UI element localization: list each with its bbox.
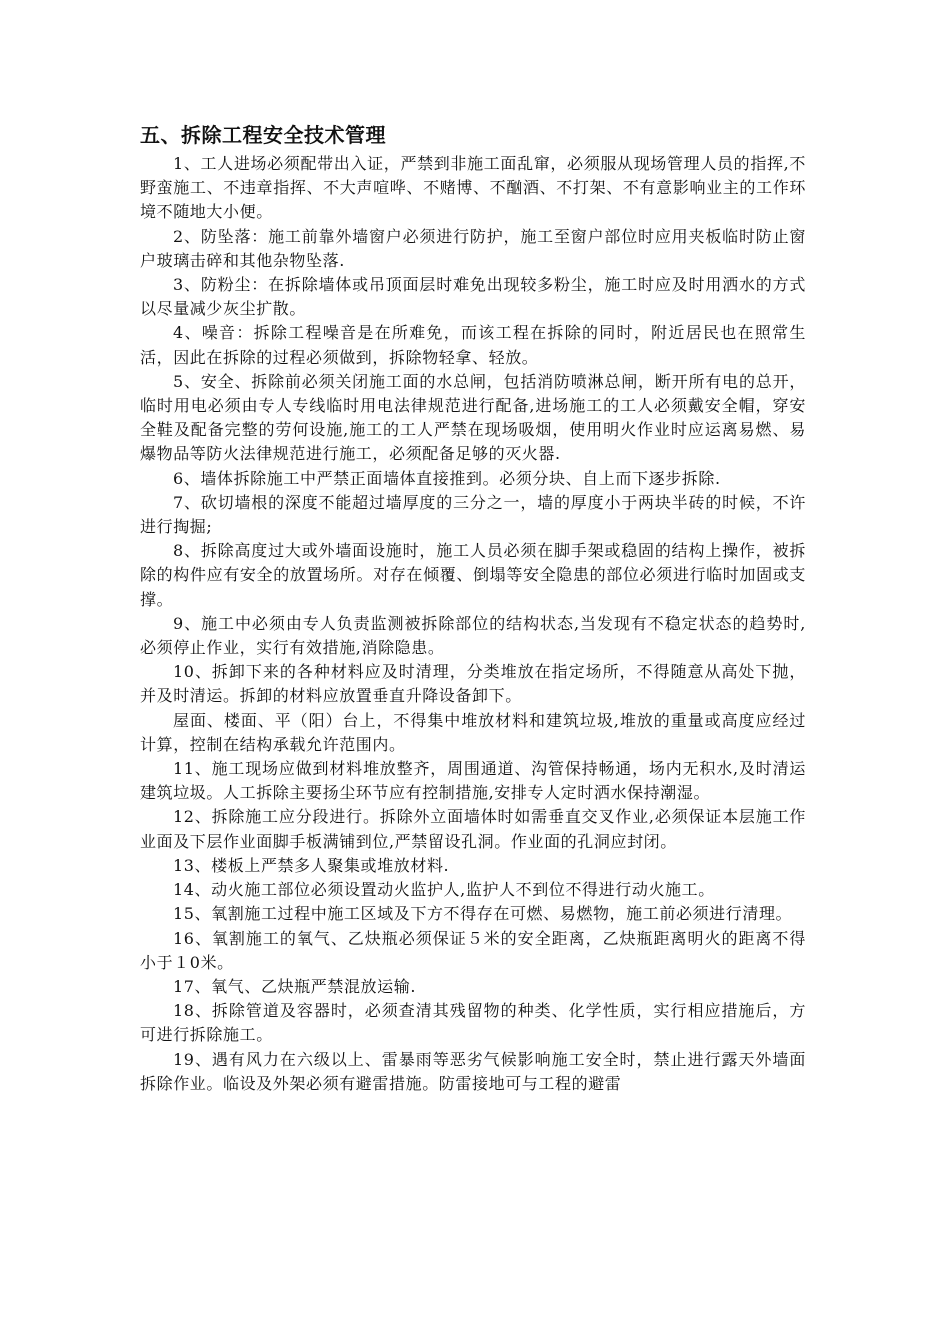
paragraph-2: 2、防坠落：施工前靠外墙窗户必须进行防护，施工至窗户部位时应用夹板临时防止窗户玻璃击碎和其他杂物坠落.: [140, 226, 806, 270]
paragraph-6: 6、墙体拆除施工中严禁正面墙体直接推到。必须分块、自上而下逐步拆除.: [173, 468, 721, 488]
paragraph-10: 10、拆卸下来的各种材料应及时清理，分类堆放在指定场所，不得随意从高处下抛，并及时清运。拆卸的材料应放置垂直升降设备卸下。: [140, 662, 806, 706]
paragraph-15: 15、氧割施工过程中施工区域及下方不得存在可燃、易燃物，施工前必须进行清理。: [173, 904, 793, 924]
paragraph-9: 9、施工中必须由专人负责监测被拆除部位的结构状态,当发现有不稳定状态的趋势时,必须停止作业，实行有效措施,消除隐患。: [140, 613, 806, 658]
paragraph-13: 13、楼板上严禁多人聚集或堆放材料.: [173, 855, 450, 875]
paragraph-16: 16、氧割施工的氧气、乙炔瓶必须保证５米的安全距离，乙炔瓶距离明火的距离不得小于１0米。: [140, 928, 806, 972]
paragraph-14: 14、动火施工部位必须设置动火监护人,监护人不到位不得进行动火施工。: [173, 880, 715, 900]
paragraph-8: 8、拆除高度过大或外墙面设施时，施工人员必须在脚手架或稳固的结构上操作，被拆除的构件应有安全的放置场所。对存在倾覆、倒塌等安全隐患的部位必须进行临时加固或支撑。: [140, 541, 806, 609]
document-page: [140, 118, 806, 1096]
paragraph-1: 1、工人进场必须配带出入证，严禁到非施工面乱窜，必须服从现场管理人员的指挥,不野蛮施工、不违章指挥、不大声喧哗、不赌博、不酗酒、不打架、不有意影响业主的工作环境不随地大小便。: [140, 154, 806, 222]
section-heading: 五、拆除工程安全技术管理: [140, 123, 386, 147]
paragraph-19: 19、遇有风力在六级以上、雷暴雨等恶劣气候影响施工安全时，禁止进行露天外墙面拆除作业。临设及外架必须有避雷措施。防雷接地可与工程的避雷: [140, 1049, 806, 1093]
paragraph-17: 17、氧气、乙炔瓶严禁混放运输.: [173, 976, 417, 996]
paragraph-12: 12、拆除施工应分段进行。拆除外立面墙体时如需垂直交叉作业,必须保证本层施工作业面及下层作业面脚手板满铺到位,严禁留设孔洞。作业面的孔洞应封闭。: [140, 807, 806, 851]
paragraph-7: 7、砍切墙根的深度不能超过墙厚度的三分之一，墙的厚度小于两块半砖的时候，不许进行掏掘;: [140, 492, 806, 537]
paragraph-3: 3、防粉尘：在拆除墙体或吊顶面层时难免出现较多粉尘，施工时应及时用洒水的方式以尽量减少灰尘扩散。: [140, 275, 806, 319]
paragraph-10-note: 屋面、楼面、平（阳）台上，不得集中堆放材料和建筑垃圾,堆放的重量或高度应经过计算，控制在结构承载允许范围内。: [140, 710, 806, 754]
paragraph-11: 11、施工现场应做到材料堆放整齐，周围通道、沟管保持畅通，场内无积水,及时清运建筑垃圾。人工拆除主要扬尘环节应有控制措施,安排专人定时洒水保持潮湿。: [140, 759, 806, 803]
paragraph-5: 5、安全、拆除前必须关闭施工面的水总闸，包括消防喷淋总闸，断开所有电的总开，临时用电必须由专人专线临时用电法律规范进行配备,进场施工的工人必须戴安全帽，穿安全鞋及配备完整的劳何设施,施工的工人严禁在现场吸烟，使用明火作业时应运离易燃、易爆物品等防火法律规范进行施工，必须配备足够的灭火器.: [140, 371, 806, 464]
paragraph-18: 18、拆除管道及容器时，必须查清其残留物的种类、化学性质，实行相应措施后，方可进行拆除施工。: [140, 1001, 806, 1045]
paragraph-4: 4、噪音：拆除工程噪音是在所难免，而该工程在拆除的同时，附近居民也在照常生活，因此在拆除的过程必须做到，拆除物轻拿、轻放。: [140, 323, 806, 367]
